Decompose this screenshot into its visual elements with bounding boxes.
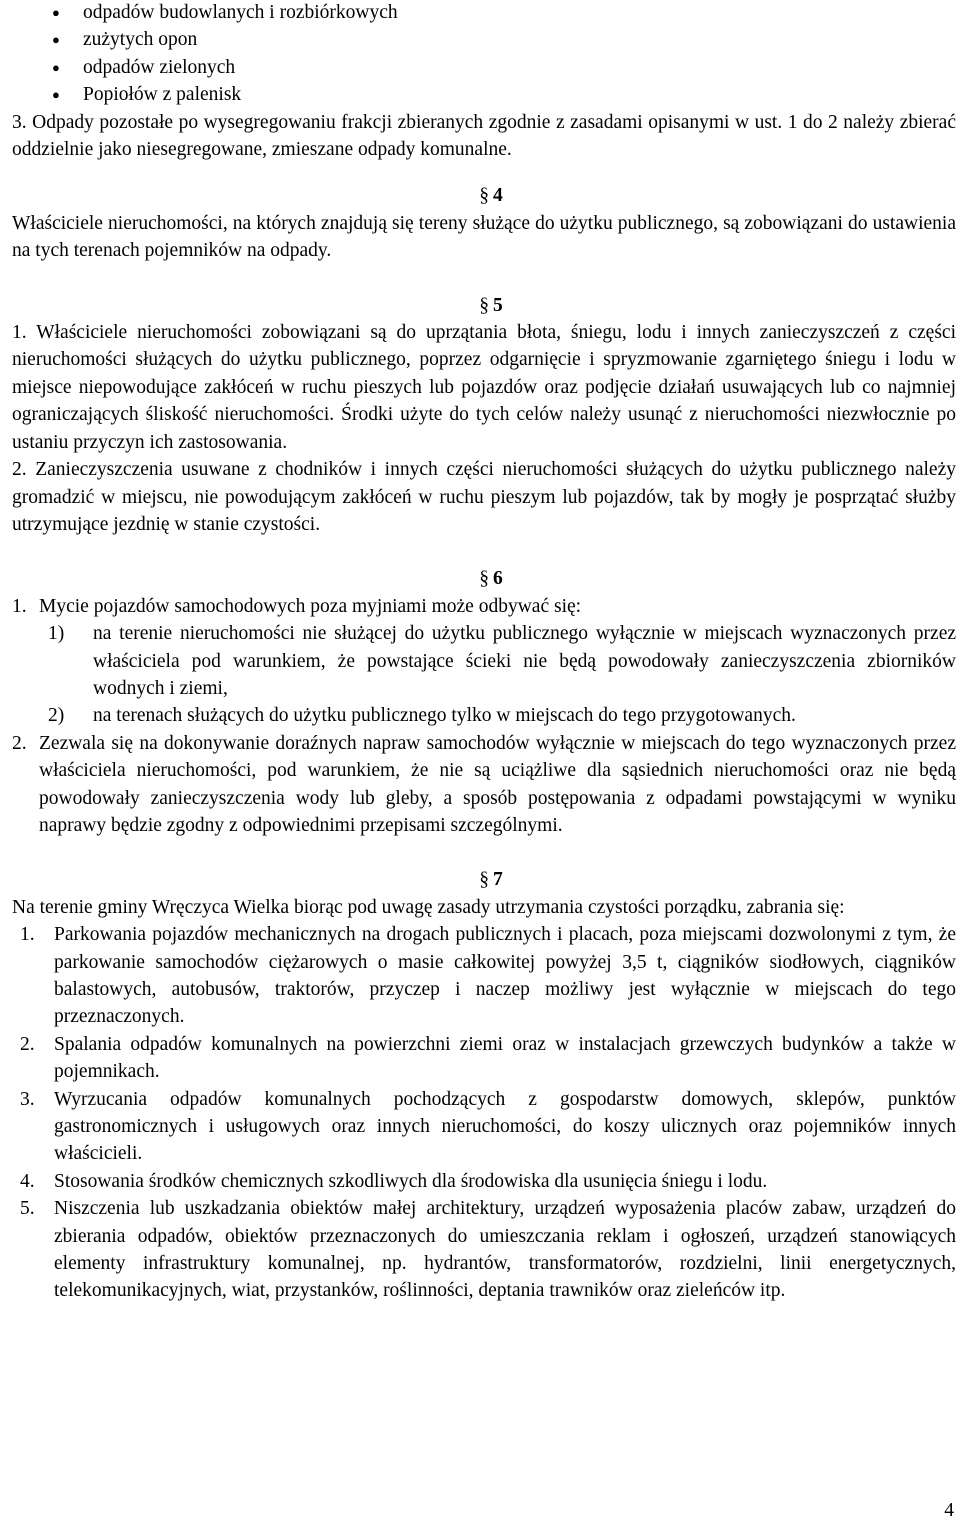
bullet-text: Popiołów z palenisk — [83, 84, 242, 106]
section-symbol: § — [479, 185, 489, 207]
section-symbol: § — [479, 869, 489, 891]
page-number: 4 — [944, 1499, 954, 1521]
bullet-item — [52, 54, 956, 81]
subitem-number: 2) — [48, 705, 65, 727]
section-7-item — [20, 921, 956, 1031]
item-text: Parkowania pojazdów mechanicznych na drogach publicznych i placach, poza miejscami dozwolonymi z tym, że parkowanie samochodów ciężarowych o masie całkowitej powyżej 3,5 t, ciągników siodłowych, ciągników balastowych, autobusów, traktorów, przyczep i naczep możliwy jest wyłącznie w miejscach do tego przeznaczonych. — [54, 924, 956, 1028]
bullet-item — [52, 0, 956, 26]
bullet-list — [12, 0, 956, 109]
section-number: 5 — [493, 294, 503, 316]
section-6-subitem-2 — [48, 702, 956, 729]
bullet-text: odpadów zielonych — [83, 56, 236, 78]
bullet-icon: ● — [52, 59, 60, 75]
item-number: 2. — [20, 1033, 35, 1055]
item-number: 4. — [20, 1170, 35, 1192]
section-heading-4 — [12, 182, 956, 209]
section-symbol: § — [479, 568, 489, 590]
item-number: 1. — [12, 595, 27, 617]
section-7-item — [20, 1195, 956, 1305]
item-text: Niszczenia lub uszkadzania obiektów małej architektury, urządzeń wyposażenia placów zabaw, urządzeń do zbierania odpadów, obiektów przeznaczonych do umieszczania reklam i ogłoszeń, urządzeń stanowiących elementy infrastruktury komunalnej, np. hydrantów, transformatorów, rozdzielni, linii energetycznych, telekomunikacyjnych, wiat, przystanków, roślinności, deptania trawników oraz zieleńców itp. — [54, 1198, 956, 1302]
bullet-text: odpadów budowlanych i rozbiórkowych — [83, 2, 398, 23]
section-heading-5 — [12, 292, 956, 319]
section-number: 4 — [493, 185, 503, 207]
bullet-icon: ● — [52, 87, 60, 103]
section-4-paragraph: Właściciele nieruchomości, na których znajdują się tereny służące do użytku publicznego, są zobowiązani do ustawienia na tych terenach pojemników na odpady. — [12, 212, 956, 262]
section-7-item — [20, 1031, 956, 1086]
bullet-icon: ● — [52, 5, 60, 20]
section-7-intro: Na terenie gminy Wręczyca Wielka biorąc pod uwagę zasady utrzymania czystości porządku, zabrania się: — [12, 896, 845, 918]
item-text: Stosowania środków chemicznych szkodliwych dla środowiska dla usunięcia śniegu i lodu. — [54, 1170, 768, 1192]
section-6-item-2 — [12, 730, 956, 840]
bullet-icon: ● — [52, 32, 60, 48]
item-text: Spalania odpadów komunalnych na powierzchni ziemi oraz w instalacjach grzewczych budynków a także w pojemnikach. — [54, 1033, 956, 1083]
item-3-paragraph: 3. Odpady pozostałe po wysegregowaniu frakcji zbieranych zgodnie z zasadami opisanymi w ust. 1 do 2 należy zbierać oddzielnie jako niesegregowane, zmieszane odpady komunalne. — [12, 111, 956, 161]
item-text: Mycie pojazdów samochodowych poza myjniami może odbywać się: — [39, 595, 582, 617]
subitem-text: na terenach służących do użytku publicznego tylko w miejscach do tego przygotowanych. — [93, 705, 796, 727]
section-symbol: § — [479, 294, 489, 316]
item-text: Wyrzucania odpadów komunalnych pochodzących z gospodarstw domowych, sklepów, punktów gastronomicznych i usługowych oraz innych nieruchomości, do koszy ulicznych oraz pojemników innych właścicieli. — [54, 1088, 956, 1165]
item-number: 3. — [20, 1088, 35, 1110]
section-6-item-1 — [12, 593, 956, 620]
document-content — [12, 0, 956, 1305]
item-number: 5. — [20, 1198, 35, 1220]
section-heading-7 — [12, 866, 956, 893]
item-text: Zezwala się na dokonywanie doraźnych napraw samochodów wyłącznie w miejscach do tego wyznaczonych przez właściciela nieruchomości, pod warunkiem, że nie są uciążliwe dla sąsiednich nieruchomości oraz nie będą powodowały zanieczyszczenia wody lub gleby, a sposób postępowania z odpadami powstającymi w wyniku naprawy będzie zgodny z odpowiednimi przepisami szczególnymi. — [39, 732, 956, 836]
bullet-item — [52, 81, 956, 108]
subitem-text: na terenie nieruchomości nie służącej do użytku publicznego wyłącznie w miejscach wyznaczonych przez właściciela pod warunkiem, że powstające ścieki nie będą powodowały zanieczyszczenia zbiorników wodnych i ziemi, — [93, 623, 956, 699]
item-number: 2. — [12, 732, 27, 754]
section-5-item-1: 1. Właściciele nieruchomości zobowiązani są do uprzątania błota, śniegu, lodu i innych zanieczyszczeń z części nieruchomości służących do użytku publicznego, poprzez odgarnięcie i spryzmowanie zgarniętego śniegu i lodu w miejsce niepowodujące zakłóceń w ruchu pieszych lub pojazdów oraz podjęcie działań usuwających lub co najmniej ograniczających śliskość nieruchomości. Środki użyte do tych celów należy usunąć z nieruchomości niezwłocznie po ustaniu przyczyn ich zastosowania. — [12, 322, 956, 453]
section-5-item-2: 2. Zanieczyszczenia usuwane z chodników i innych części nieruchomości służących do użytku publicznego należy gromadzić w miejscu, nie powodującym zakłóceń w ruchu pieszym lub pojazdów, tak by mogły je posprzątać służby utrzymujące jezdnię w stanie czystości. — [12, 459, 956, 535]
section-7-item — [20, 1086, 956, 1168]
bullet-text: zużytych opon — [83, 29, 198, 51]
section-heading-6 — [12, 565, 956, 592]
section-7-item — [20, 1168, 956, 1195]
item-number: 1. — [20, 924, 35, 946]
subitem-number: 1) — [48, 623, 65, 645]
section-number: 7 — [493, 869, 503, 891]
bullet-item — [52, 26, 956, 53]
section-6-subitem-1 — [48, 620, 956, 702]
section-number: 6 — [493, 568, 503, 590]
